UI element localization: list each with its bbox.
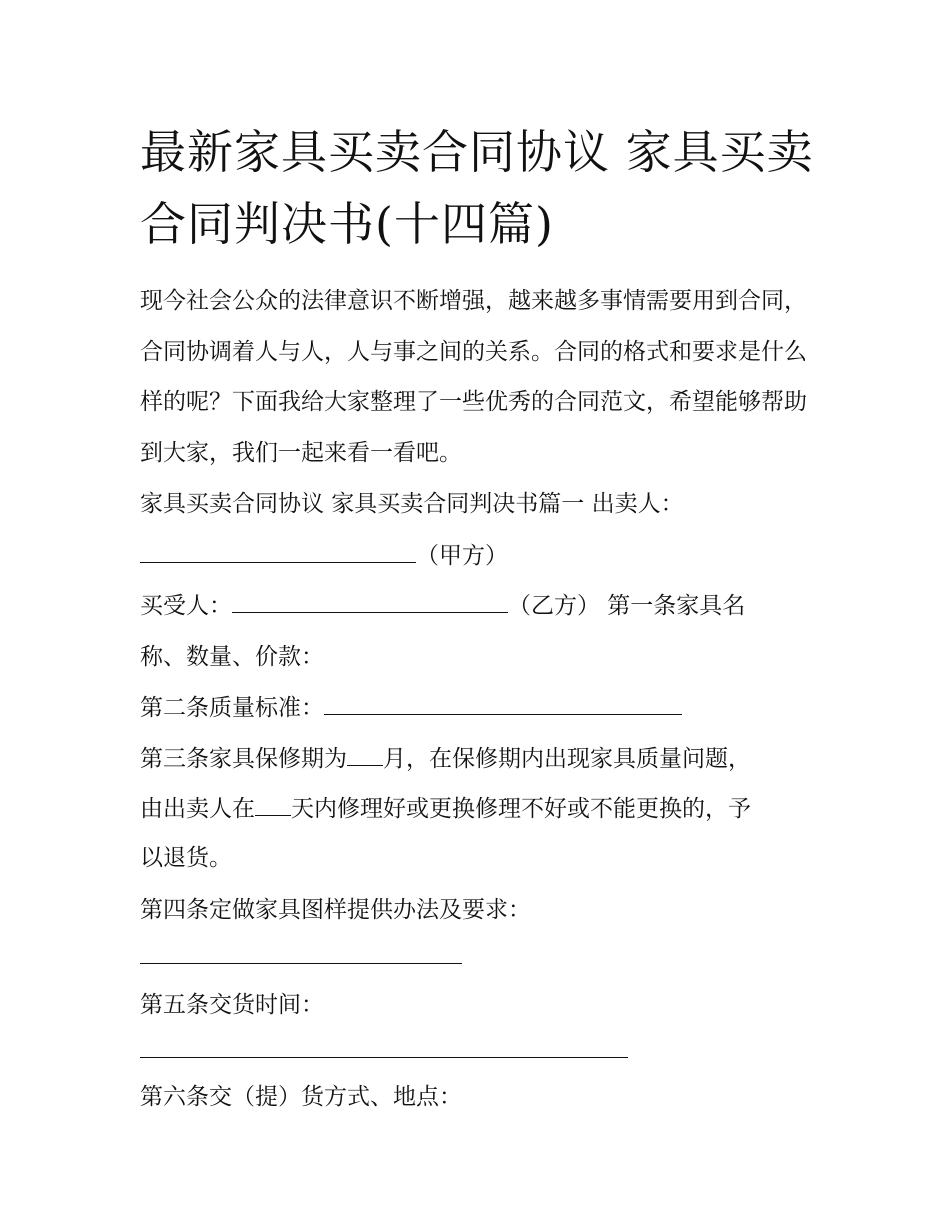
article4-blank <box>140 963 462 964</box>
buyer-label: 买受人： <box>140 593 232 619</box>
article2-label: 第二条质量标准： <box>140 695 324 721</box>
article3-text4: 天内修理好或更换修理不好或不能更换的，予 <box>291 796 751 822</box>
intro-paragraph: 现今社会公众的法律意识不断增强，越来越多事情需要用到合同，合同协调着人与人，人与事之间的关系。合同的格式和要求是什么样的呢？下面我给大家整理了一些优秀的合同范文，希望能够帮助到大家，我们一起来看一看吧。 <box>140 288 807 466</box>
seller-line <box>140 540 840 571</box>
section-heading-text: 家具买卖合同协议 家具买卖合同判决书篇一 出卖人： <box>140 491 684 517</box>
article1-cont-text: 称、数量、价款： <box>140 644 324 670</box>
article3-text5: 以退货。 <box>140 845 232 871</box>
article2-line <box>140 692 840 723</box>
party-a-label: （甲方） <box>416 543 508 569</box>
article3-text2: 月，在保修期内出现家具质量问题， <box>383 746 751 772</box>
warranty-months-blank <box>347 743 383 766</box>
buyer-blank <box>232 590 508 613</box>
article3-line1 <box>140 743 840 774</box>
buyer-line <box>140 590 840 621</box>
article5-line <box>140 990 840 1020</box>
article5-blank <box>140 1057 628 1058</box>
article6-line <box>140 1082 840 1112</box>
quality-standard-blank <box>324 692 682 715</box>
article3-line3 <box>140 843 840 873</box>
document-title: 最新家具买卖合同协议 家具买卖合同判决书(十四篇) <box>140 125 814 251</box>
article4-line <box>140 895 840 925</box>
article5-text: 第五条交货时间： <box>140 992 324 1018</box>
section-heading <box>140 489 840 519</box>
article3-text1: 第三条家具保修期为 <box>140 746 347 772</box>
article3-text3: 由出卖人在 <box>140 796 255 822</box>
article6-text: 第六条交（提）货方式、地点： <box>140 1084 462 1110</box>
article4-text: 第四条定做家具图样提供办法及要求： <box>140 897 531 923</box>
repair-days-blank <box>255 793 291 816</box>
article3-line2 <box>140 793 840 824</box>
party-b-label: （乙方） 第一条家具名 <box>508 593 746 619</box>
article1-continuation <box>140 642 840 672</box>
seller-blank <box>140 540 416 563</box>
